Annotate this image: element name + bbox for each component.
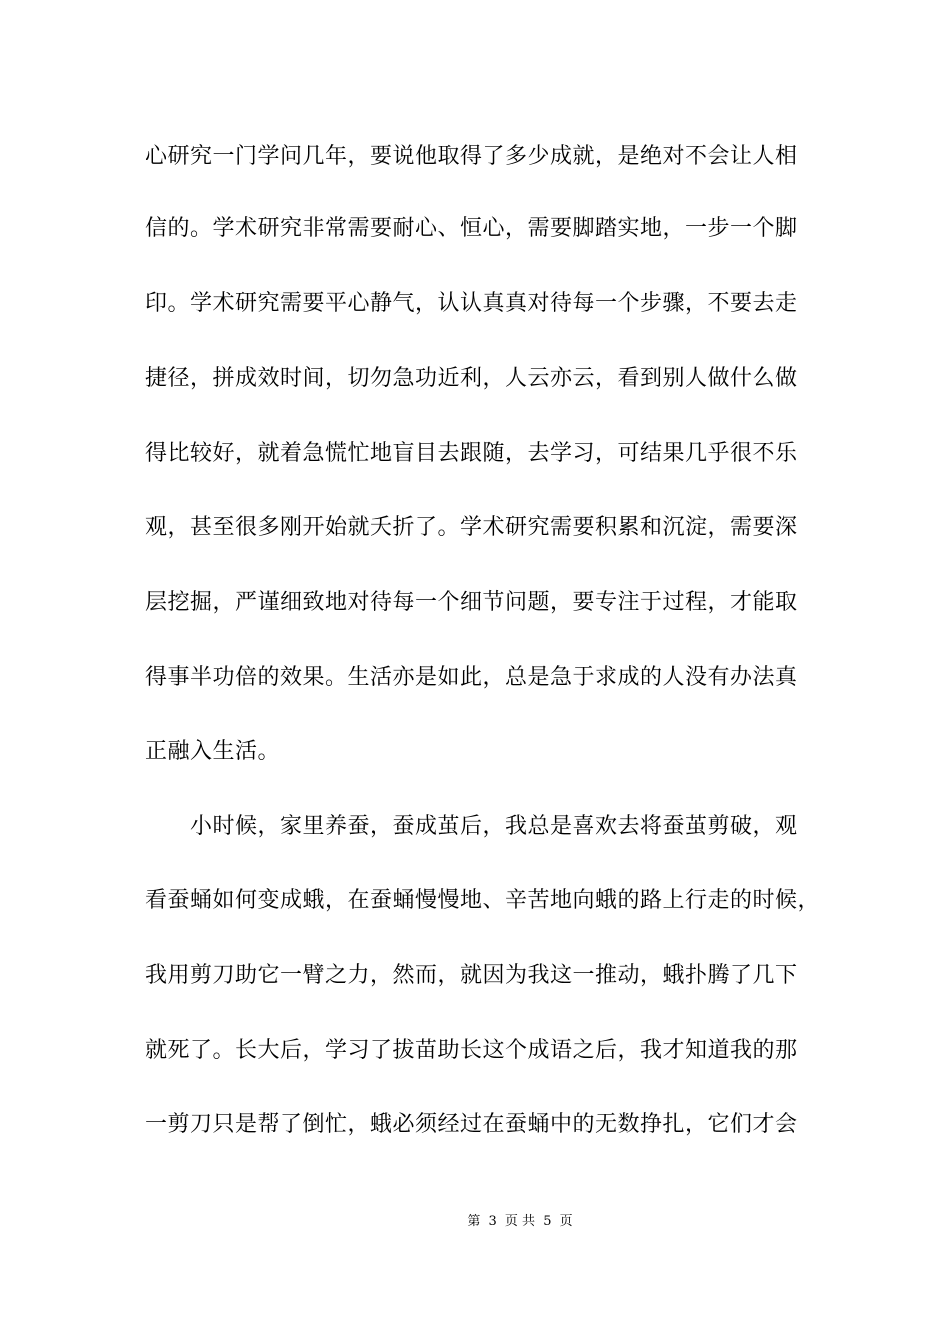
paragraph-2-line-5: 一剪刀只是帮了倒忙，蛾必须经过在蚕蛹中的无数挣扎，它们才会	[145, 1112, 798, 1137]
paragraph-1-line-4: 捷径，拼成效时间，切勿急功近利，人云亦云，看到别人做什么做	[145, 366, 798, 391]
paragraph-1-line-6: 观，甚至很多刚开始就夭折了。学术研究需要积累和沉淀，需要深	[145, 515, 798, 540]
paragraph-2-line-1: 小时候，家里养蚕，蚕成茧后，我总是喜欢去将蚕茧剪破，观	[190, 814, 798, 839]
footer-prefix: 第	[467, 1214, 481, 1229]
paragraph-1-line-2: 信的。学术研究非常需要耐心、恒心，需要脚踏实地，一步一个脚	[145, 216, 798, 241]
paragraph-1-line-9: 正融入生活。	[145, 739, 281, 764]
paragraph-2-line-3: 我用剪刀助它一臂之力，然而，就因为我这一推动，蛾扑腾了几下	[145, 963, 798, 988]
footer-suffix: 页	[559, 1214, 573, 1229]
paragraph-1-line-8: 得事半功倍的效果。生活亦是如此，总是急于求成的人没有办法真	[145, 665, 798, 690]
footer-mid: 页 共	[504, 1214, 536, 1229]
footer-total-pages: 5	[543, 1214, 552, 1229]
paragraph-1-line-5: 得比较好，就着急慌忙地盲目去跟随，去学习，可结果几乎很不乐	[145, 441, 798, 466]
page-footer	[0, 1212, 950, 1232]
footer-current-page: 3	[488, 1214, 497, 1229]
paragraph-1-line-1: 心研究一门学问几年，要说他取得了多少成就，是绝对不会让人相	[145, 144, 798, 169]
paragraph-1-line-3: 印。学术研究需要平心静气，认认真真对待每一个步骤，不要去走	[145, 291, 798, 316]
paragraph-2-line-2: 看蚕蛹如何变成蛾，在蚕蛹慢慢地、辛苦地向蛾的路上行走的时候，	[145, 888, 821, 913]
paragraph-1-line-7: 层挖掘，严谨细致地对待每一个细节问题，要专注于过程，才能取	[145, 590, 798, 615]
paragraph-2-line-4: 就死了。长大后，学习了拔苗助长这个成语之后，我才知道我的那	[145, 1038, 798, 1063]
